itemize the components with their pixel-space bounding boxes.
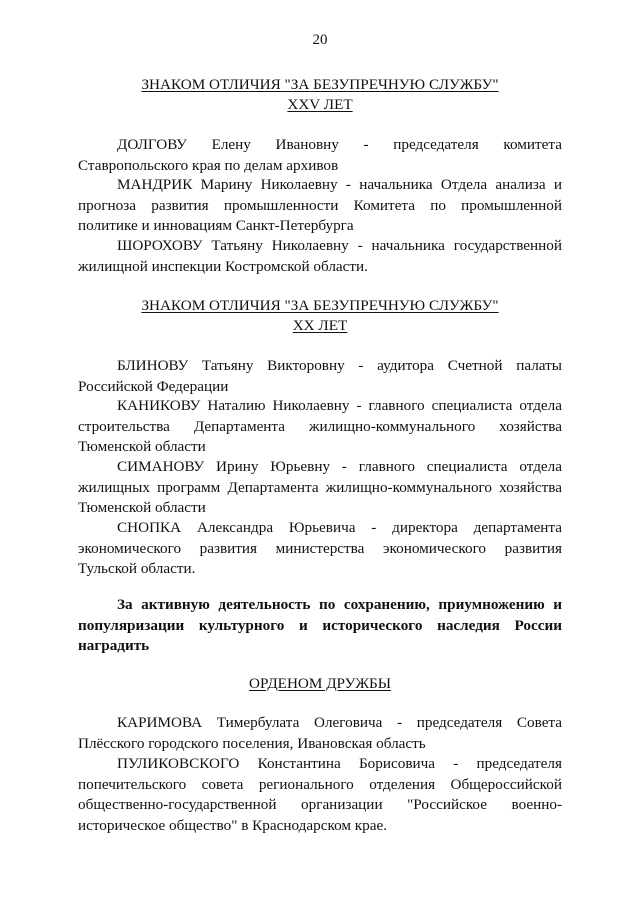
award-entry: СИМАНОВУ Ирину Юрьевну - главного специалиста отдела жилищных программ Департамента жилищно-коммунального хозяйства Тюменской области xyxy=(78,458,562,516)
award-entry: ПУЛИКОВСКОГО Константина Борисовича - председателя попечительского совета регионального отделения Общероссийской общественно-государственной организации "Российское военно-историческое общество" в Краснодарском крае. xyxy=(78,755,562,834)
section2-heading-line1: ЗНАКОМ ОТЛИЧИЯ "ЗА БЕЗУПРЕЧНУЮ СЛУЖБУ" xyxy=(141,297,499,314)
section2-heading-line2: XX ЛЕТ xyxy=(292,317,348,334)
award-entry: КАНИКОВУ Наталию Николаевну - главного специалиста отдела строительства Департамента жилищно-коммунального хозяйства Тюменской области xyxy=(78,397,562,455)
award-entry: ШОРОХОВУ Татьяну Николаевну - начальника государственной жилищной инспекции Костромской области. xyxy=(78,237,562,275)
order-heading: ОРДЕНОМ ДРУЖБЫ xyxy=(249,675,391,692)
award-entry: БЛИНОВУ Татьяну Викторовну - аудитора Счетной палаты Российской Федерации xyxy=(78,357,562,395)
award-entry: МАНДРИК Марину Николаевну - начальника Отдела анализа и прогноза развития промышленности Комитета по промышленной политике и инновациям Санкт-Петербурга xyxy=(78,176,562,234)
page-number: 20 xyxy=(312,32,328,48)
section1-heading-line1: ЗНАКОМ ОТЛИЧИЯ "ЗА БЕЗУПРЕЧНУЮ СЛУЖБУ" xyxy=(141,76,499,93)
award-entry: ДОЛГОВУ Елену Ивановну - председателя комитета Ставропольского края по делам архивов xyxy=(78,136,562,174)
award-entry: КАРИМОВА Тимербулата Олеговича - председателя Совета Плёсского городского поселения, Ивановская область xyxy=(78,714,562,752)
award-entry: СНОПКА Александра Юрьевича - директора департамента экономического развития министерства экономического развития Тульской области. xyxy=(78,519,562,577)
section1-heading-line2: XXV ЛЕТ xyxy=(287,96,353,113)
decree-text: За активную деятельность по сохранению, приумножению и популяризации культурного и исторического наследия России наградить xyxy=(78,596,562,654)
